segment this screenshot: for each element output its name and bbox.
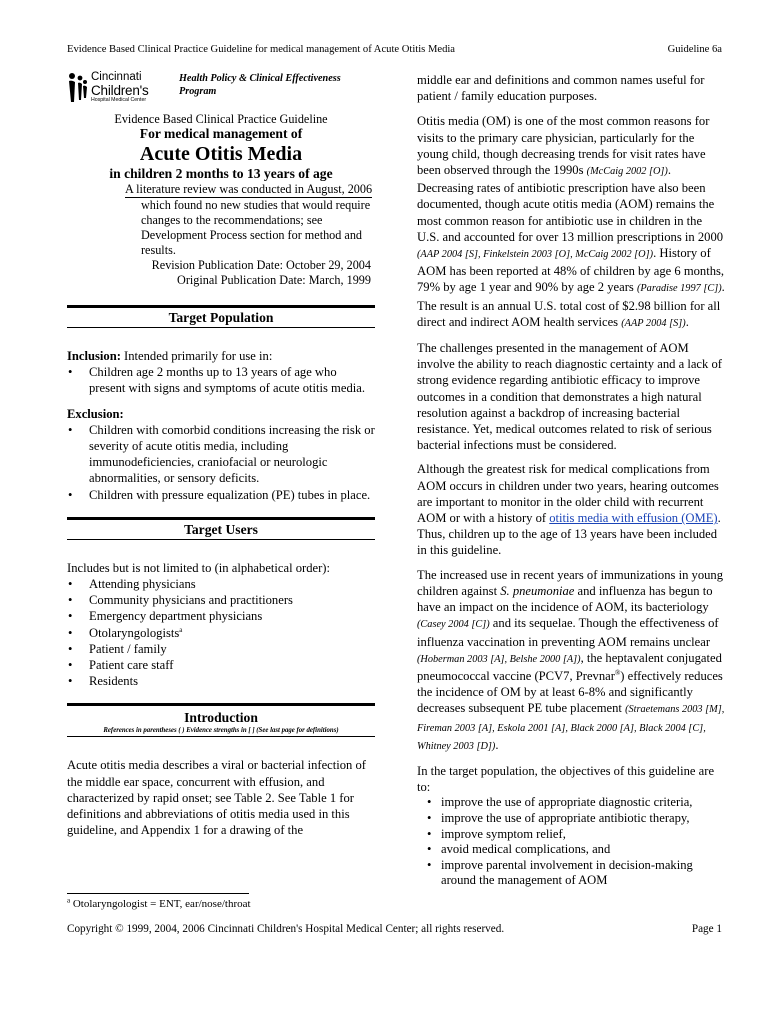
objectives-intro: In the target population, the objectives of this guideline are to:: [417, 763, 715, 795]
citation: (McCaig 2002 [O]): [586, 166, 668, 178]
literature-review-note: [125, 182, 375, 258]
target-users-list: [67, 576, 375, 689]
revision-date: Revision Publication Date: October 29, 2004: [151, 258, 371, 272]
list-item: • improve symptom relief,: [427, 827, 727, 843]
citation: (AAP 2004 [S], Finkelstein 2003 [O], McCaig 2002 [O]): [417, 249, 654, 261]
species-name: S. pneumoniae: [500, 583, 575, 598]
program-name: Health Policy & Clinical Effectiveness Program: [179, 73, 341, 97]
citation: (Casey 2004 [C]): [417, 619, 490, 631]
list-item: • improve the use of appropriate diagnostic criteria,: [427, 795, 727, 811]
target-population-header: [67, 305, 375, 328]
list-item: • Emergency department physicians: [67, 608, 375, 624]
introduction-header: [67, 703, 375, 737]
list-item: • Patient / family: [67, 641, 375, 657]
list-item: • Otolaryngologists$^a$: [67, 625, 375, 641]
exclusion-list: [67, 422, 375, 503]
target-users-intro: Includes but is not limited to (in alphabetical order):: [67, 560, 330, 575]
paragraph-challenges: The challenges presented in the management of AOM involve the ability to reach diagnostic certainty and a lack of strong evidence regarding antibiotic efficacy to improve outcomes in a condition that demonstrates a high natural resolution against a backdrop of increasing bacterial resistance. Yet, medical outcomes related to risk of serious bacterial infections must be considered.: [417, 341, 722, 453]
citation: (Hoberman 2003 [A], Belshe 2000 [A]): [417, 653, 581, 665]
list-item: • Children with comorbid conditions increasing the risk or severity of acute otitis media, including immunodeficiencies, craniofacial or neurologic abnormalities, or sensory deficits.: [67, 422, 375, 487]
citation: (Paradise 1997 [C]): [636, 283, 722, 295]
right-column: [417, 72, 727, 889]
footnote: [67, 897, 251, 911]
inclusion-list: [67, 364, 375, 396]
ome-link[interactable]: otitis media with effusion (OME): [549, 511, 718, 526]
section-title: Target Users: [184, 521, 258, 537]
list-item: • improve parental involvement in decision-making around the management of AOM: [427, 858, 727, 889]
title-for: For medical management of: [139, 126, 303, 141]
title-block: [67, 112, 375, 182]
footnote-ref: a: [179, 625, 183, 634]
page-footer: [67, 923, 722, 935]
family-figures-icon: [67, 72, 89, 104]
inclusion-label: Inclusion:: [67, 349, 121, 363]
copyright: Copyright © 1999, 2004, 2006 Cincinnati Children's Hospital Medical Center; all rights reserved.: [67, 923, 505, 935]
original-date: Original Publication Date: March, 1999: [177, 273, 371, 287]
logo-line-3: Hospital Medical Center: [91, 97, 147, 103]
objectives-list: [427, 795, 727, 889]
footnote-text: Otolaryngologist = ENT, ear/nose/throat: [70, 898, 251, 910]
list-item: • avoid medical complications, and: [427, 842, 727, 858]
guideline-subtitle: Evidence Based Clinical Practice Guideline: [114, 112, 328, 126]
title-age-range: in children 2 months to 13 years of age: [109, 166, 333, 181]
review-rest: which found no new studies that would require changes to the recommendations; see Development Process section for method and results.: [141, 198, 371, 257]
paragraph-middle-ear: middle ear and definitions and common names useful for patient / family education purposes.: [417, 73, 705, 104]
reference-note: References in parentheses ( ) Evidence strengths in [ ] (See last page for definitions): [103, 727, 339, 735]
citation: (Straetemans 2003 [M], Fireman 2003 [A], Eskola 2001 [A], Black 2000 [A], Black 2004 [C], Whitney 2003 [D]): [417, 704, 725, 752]
footnote-mark: a: [67, 896, 71, 905]
logo-line-1: Cincinnati: [91, 71, 142, 83]
target-users-header: [67, 517, 375, 540]
masthead: [67, 72, 375, 110]
publication-dates: [67, 258, 375, 288]
registered-mark: ®: [614, 668, 621, 677]
review-first-line: A literature review was conducted in August, 2006: [125, 182, 373, 196]
inclusion-line: [67, 348, 375, 364]
guideline-number: Guideline 6a: [667, 44, 722, 55]
intro-paragraph: Acute otitis media describes a viral or bacterial infection of the middle ear space, concurrent with effusion, and characterized by rapid onset; see Table 2. See Table 1 for definitions and abbreviations of otitis media used in this guideline, and Appendix 1 for a drawing of the: [67, 758, 366, 838]
list-item: • improve the use of appropriate antibiotic therapy,: [427, 811, 727, 827]
page-title: Acute Otitis Media: [139, 143, 303, 165]
exclusion-label: Exclusion:: [67, 406, 124, 421]
hospital-logo: [67, 72, 169, 110]
section-title: Introduction: [184, 710, 258, 726]
list-item: • Children age 2 months up to 13 years of age who present with signs and symptoms of acute otitis media.: [67, 364, 375, 396]
list-item: • Patient care staff: [67, 657, 375, 673]
list-item: • Attending physicians: [67, 576, 375, 592]
footnote-rule: [67, 893, 249, 894]
list-item: • Community physicians and practitioners: [67, 592, 375, 608]
section-title: Target Population: [168, 310, 274, 325]
list-item: • Children with pressure equalization (PE) tubes in place.: [67, 487, 375, 503]
citation: (AAP 2004 [S]): [621, 317, 686, 329]
page-number: Page 1: [691, 923, 722, 935]
left-column: [67, 72, 375, 838]
logo-line-2: Children's: [91, 82, 149, 98]
paragraph-epidemiology: Otitis media (OM) is one of the most common reasons for visits to the primary care physician, particularly for the young child, though decreasing trends for visit rates have been observed through the 1990s (McCaig 2002 [O]). Decreasing rates of antibiotic prescription have also been documented, though acute otitis media (AOM) remains the most common reason for antibiotic use in children in the U.S. and accounted for over 13 million prescriptions in 2000 (AAP 2004 [S], Finkelstein 2003 [O], McCaig 2002 [O]). History of AOM has been reported at 48% of children by age 6 months, 79% by age 1 year and 90% by age 2 years (Paradise 1997 [C]). The result is an annual U.S. total cost of $2.98 billion for all direct and indirect AOM health services (AAP 2004 [S]).: [417, 114, 725, 329]
list-item: • Residents: [67, 673, 375, 689]
running-header: [67, 44, 722, 55]
header-title: Evidence Based Clinical Practice Guideline for medical management of Acute Otitis Media: [67, 44, 456, 55]
paragraph-immunizations: The increased use in recent years of immunizations in young children against S. pneumoniae and influenza has begun to have an impact on the incidence of AOM, its bacteriology (Casey 2004 [C]) and its sequelae. Though the effectiveness of influenza vaccination in preventing AOM remains unclear (Hoberman 2003 [A], Belshe 2000 [A]), the heptavalent conjugated pneumococcal vaccine (PCV7, Prevnar®) effectively reduces the incidence of OM by at least 6-8% and significantly decreases subsequent PE tube placement (Straetemans 2003 [M], Fireman 2003 [A], Eskola 2001 [A], Black 2000 [A], Black 2004 [C], Whitney 2003 [D]).: [417, 567, 725, 752]
inclusion-text: Intended primarily for use in:: [120, 349, 273, 363]
paragraph-risk: Although the greatest risk for medical complications from AOM occurs in children under two years, hearing outcomes are important to monitor in the older child with recurrent AOM or with a history of otitis media with effusion (OME). Thus, children up to the age of 13 years have been included in this guideline.: [417, 462, 721, 558]
